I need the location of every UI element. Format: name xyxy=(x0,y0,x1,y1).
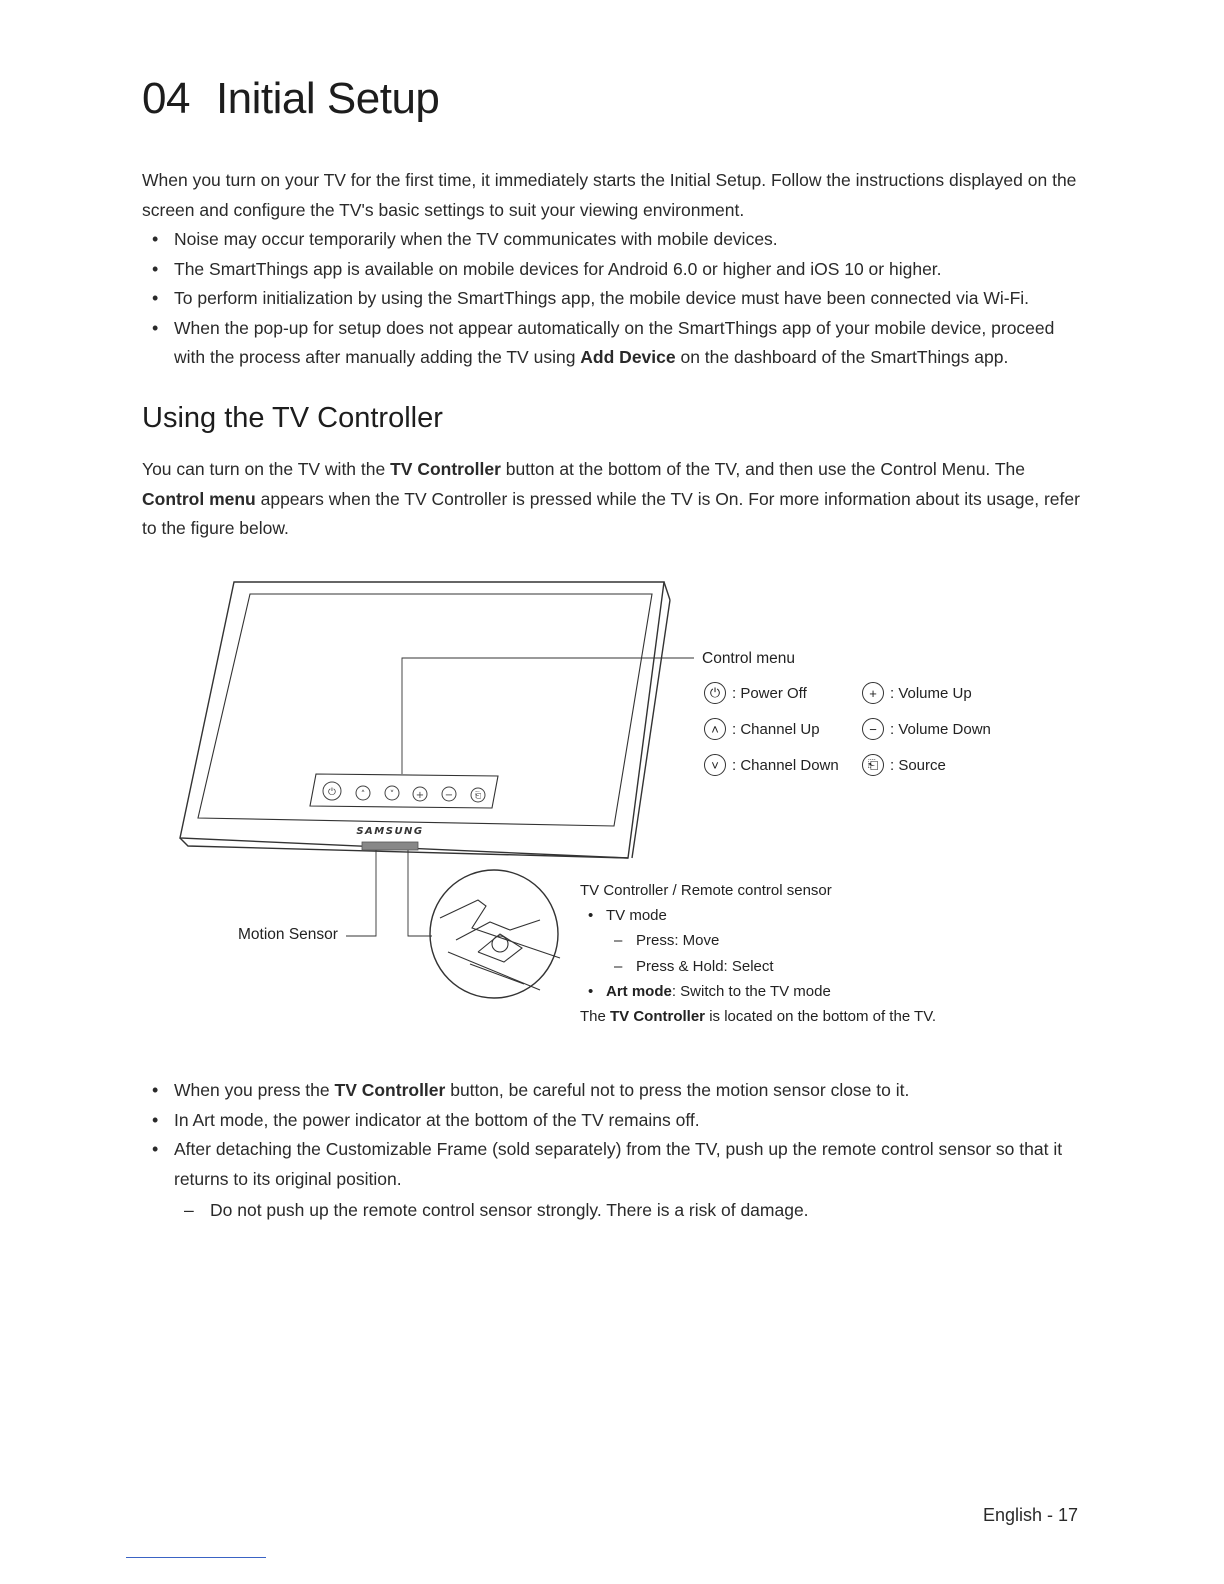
controller-location-note xyxy=(580,1004,936,1029)
press-hold-item: – Press & Hold: Select xyxy=(606,954,936,979)
tv-controller-term: TV Controller xyxy=(390,459,501,479)
add-device-term: Add Device xyxy=(580,347,676,367)
control-item-label: : Channel Up xyxy=(732,720,820,738)
power-icon: ⏻ xyxy=(704,682,726,704)
channel-down-icon: ˅ xyxy=(704,754,726,776)
list-item xyxy=(142,314,1082,373)
controller-magnifier xyxy=(430,870,558,998)
bullet4-text: When the pop-up for setup does not appear automatically on the SmartThings app of your mobile device, proceed with the process after manually adding the TV using xyxy=(174,317,1055,367)
control-item-volume-down xyxy=(862,718,991,740)
note-text: When you press the xyxy=(174,1080,335,1100)
channel-up-icon: ˄ xyxy=(704,718,726,740)
art-mode-text: : Switch to the TV mode xyxy=(671,982,831,1000)
notes-list xyxy=(142,1076,1082,1194)
control-item-source xyxy=(862,754,946,776)
control-item-volume-up xyxy=(862,682,972,704)
svg-text:+: + xyxy=(415,790,425,801)
section-paragraph xyxy=(142,455,1082,544)
brand-logo: SAMSUNG xyxy=(356,826,424,837)
intro-paragraph: When you turn on your TV for the first time, it immediately starts the Initial Setup. Follow the instructions displayed on the screen and configure the TV's basic settings to suit your viewing environment. xyxy=(142,170,1077,220)
tv-controller-term: TV Controller xyxy=(334,1080,446,1100)
control-item-label: : Source xyxy=(890,756,946,774)
location-text-end: is located on the bottom of the TV. xyxy=(705,1008,937,1026)
section-text-end: appears when the TV Controller is pressed while the TV is On. For more information about its usage, refer to the figure below. xyxy=(142,488,1080,538)
footer-rule xyxy=(126,1557,266,1558)
control-menu-panel xyxy=(310,774,498,808)
svg-text:−: − xyxy=(444,790,454,801)
chapter-title xyxy=(142,74,439,124)
control-item-channel-down xyxy=(704,754,839,776)
tv-mode-sublist xyxy=(580,928,936,978)
svg-text:˅: ˅ xyxy=(389,790,395,800)
panel-channel-down-icon xyxy=(385,786,399,800)
control-item-label: : Volume Down xyxy=(890,720,991,738)
tv-outer-frame xyxy=(180,582,664,858)
chapter-title-text: Initial Setup xyxy=(215,74,440,123)
control-menu-title: Control menu xyxy=(702,650,796,667)
list-item: • Noise may occur temporarily when the TV communicates with mobile devices. xyxy=(142,225,1082,255)
svg-text:⏻: ⏻ xyxy=(328,787,336,798)
control-item-label: : Power Off xyxy=(732,684,807,702)
volume-up-icon: + xyxy=(862,682,884,704)
controller-description xyxy=(580,878,936,1029)
panel-volume-down-icon xyxy=(442,787,456,801)
art-mode-term: Art mode xyxy=(606,982,672,1000)
chapter-number: 04 xyxy=(142,74,190,123)
volume-down-icon: − xyxy=(862,718,884,740)
section-text-mid: button at the bottom of the TV, and then use the Control Menu. The xyxy=(500,459,1025,479)
intro-bullet-list xyxy=(142,225,1082,373)
svg-text:˄: ˄ xyxy=(360,790,366,800)
svg-text:⎗: ⎗ xyxy=(474,791,482,800)
control-item-power xyxy=(704,682,807,704)
list-item: • To perform initialization by using the SmartThings app, the mobile device must have been connected via Wi-Fi. xyxy=(142,284,1082,314)
list-item: • After detaching the Customizable Frame (sold separately) from the TV, push up the remote control sensor so that it returns to its original position. xyxy=(142,1135,1082,1194)
control-item-label: : Channel Down xyxy=(732,756,839,774)
control-menu-term: Control menu xyxy=(142,488,256,509)
panel-power-icon xyxy=(323,782,341,800)
list-item xyxy=(142,1076,1082,1106)
motion-sensor-label: Motion Sensor xyxy=(238,926,338,943)
note-text-end: button, be careful not to press the motion sensor close to it. xyxy=(445,1080,910,1100)
tv-controller-term: TV Controller xyxy=(610,1008,706,1026)
tv-mode-item: • TV mode xyxy=(588,907,667,925)
note-sub-item: – Do not push up the remote control sensor strongly. There is a risk of damage. xyxy=(184,1196,809,1226)
controller-title: TV Controller / Remote control sensor xyxy=(580,882,832,899)
source-icon: ⎗ xyxy=(862,754,884,776)
panel-volume-up-icon xyxy=(413,787,427,801)
panel-source-icon xyxy=(471,788,485,802)
section-heading: Using the TV Controller xyxy=(142,402,443,434)
page-number: English - 17 xyxy=(982,1505,1078,1525)
tv-mode-label: TV mode xyxy=(606,907,667,925)
control-item-label: : Volume Up xyxy=(890,684,972,702)
panel-channel-up-icon xyxy=(356,786,370,800)
bullet4-text-end: on the dashboard of the SmartThings app. xyxy=(675,347,1009,367)
press-move-item: – Press: Move xyxy=(606,928,936,953)
list-item: • The SmartThings app is available on mobile devices for Android 6.0 or higher and iOS 10 or higher. xyxy=(142,255,1082,285)
list-item: • In Art mode, the power indicator at the bottom of the TV remains off. xyxy=(142,1106,1082,1136)
art-mode-item: • Art mode: Switch to the TV mode xyxy=(588,982,831,1000)
tv-screen xyxy=(198,594,652,826)
section-text: You can turn on the TV with the xyxy=(142,459,391,479)
location-text: The xyxy=(580,1008,611,1026)
control-item-channel-up xyxy=(704,718,820,740)
